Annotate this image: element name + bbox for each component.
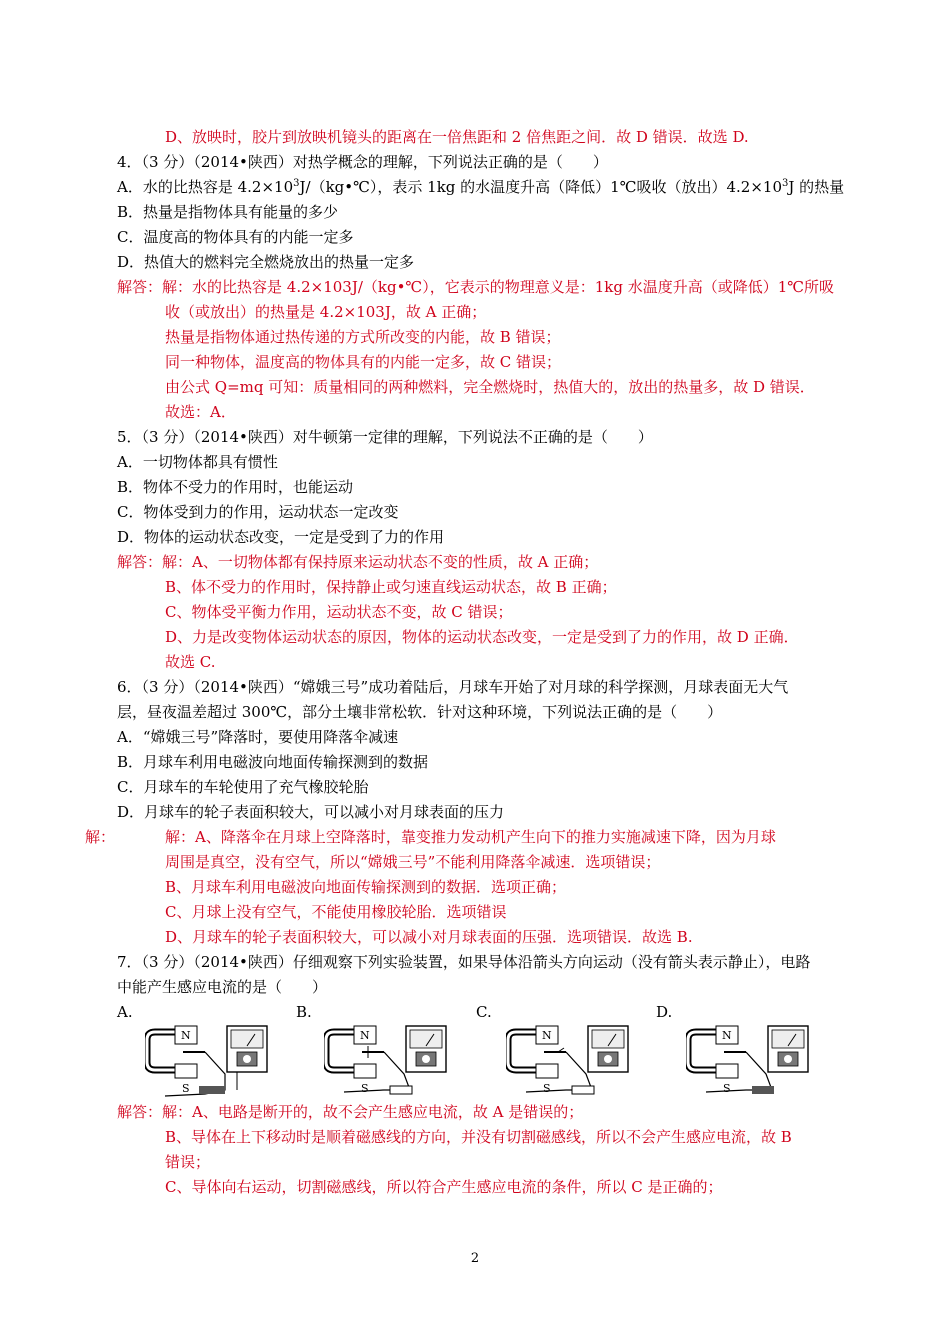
q4-option-c: C．温度高的物体具有的内能一定多 (117, 228, 354, 246)
q5-option-b: B．物体不受力的作用时，也能运动 (117, 478, 354, 496)
q5-answer-line: 解答：解：A、一切物体都有保持原来运动状态不变的性质，故 A 正确； (117, 553, 599, 571)
q4-answer-line: 热量是指物体通过热传递的方式所改变的内能，故 B 错误； (165, 328, 561, 346)
q4-answer-line: 收（或放出）的热量是 4.2×103J，故 A 正确； (165, 303, 487, 321)
north-pole-label: N (181, 1029, 191, 1042)
q4-answer-line: 故选：A． (165, 403, 236, 421)
q4-answer-line: 由公式 Q=mq 可知：质量相同的两种燃料，完全燃烧时，热值大的，放出的热量多，故 D 错误． (165, 378, 815, 396)
q6-stem: 层，昼夜温差超过 300℃，部分土壤非常松软．针对这种环境，下列说法正确的是（ ） (117, 703, 723, 721)
q7-option-a-label: A. (117, 1003, 133, 1021)
q6-answer-line: 解：A、降落伞在月球上空降落时，靠变推力发动机产生向下的推力实施减速下降，因为月球 (165, 828, 776, 846)
q5-answer-line: D、力是改变物体运动状态的原因，物体的运动状态改变，一定是受到了力的作用，故 D 正确． (165, 628, 799, 646)
q4-answer-line: 解答：解：水的比热容是 4.2×103J/（kg•℃），它表示的物理意义是：1kg 水温度升高（或降低）1℃所吸 (117, 278, 835, 296)
q6-option-a: A．“嫦娥三号”降落时，要使用降落伞减速 (117, 728, 399, 746)
q7-answer-line: B、导体在上下移动时是顺着磁感线的方向，并没有切割磁感线，所以不会产生感应电流，故 B (165, 1128, 792, 1146)
q7-stem: 7．（3 分）（2014•陕西）仔细观察下列实验装置，如果导体沿箭头方向运动（没有箭头表示静止），电路 (117, 953, 811, 971)
q7-figure-b (324, 1024, 452, 1102)
q7-answer-line: 错误； (165, 1153, 211, 1171)
q7-option-b-label: B. (296, 1003, 312, 1021)
q6-answer-line: C、月球上没有空气，不能使用橡胶轮胎．选项错误 (165, 903, 507, 921)
q5-stem: 5．（3 分）（2014•陕西）对牛顿第一定律的理解，下列说法不正确的是（ ） (117, 428, 653, 446)
q3-answer-d: D、放映时，胶片到放映机镜头的距离在一倍焦距和 2 倍焦距之间．故 D 错误．故选 D. (165, 128, 749, 146)
q4-option-b: B．热量是指物体具有能量的多少 (117, 203, 339, 221)
q7-answer-line: 解答：解：A、电路是断开的，故不会产生感应电流，故 A 是错误的； (117, 1103, 584, 1121)
q4-option-a: A．水的比热容是 $4.2\times 10^3J/(kg•℃)$，表示 1kg 的水温度升高（降低）1℃吸收（放出）$4.2\times 10^3J$ 的热量 (117, 178, 845, 196)
south-pole-label: S (182, 1082, 190, 1095)
q7-option-d-label: D. (656, 1003, 673, 1021)
q7-figure-a (145, 1024, 273, 1102)
q7-figure-d (686, 1024, 814, 1102)
q5-answer-line: 故选 C. (165, 653, 216, 671)
q5-option-c: C．物体受到力的作用，运动状态一定改变 (117, 503, 399, 521)
q6-answer-line: B、月球车利用电磁波向地面传输探测到的数据．选项正确； (165, 878, 567, 896)
q5-option-d: D．物体的运动状态改变，一定是受到了力的作用 (117, 528, 445, 546)
q4-stem: 4．（3 分）（2014•陕西）对热学概念的理解，下列说法正确的是（ ） (117, 153, 608, 171)
q6-answer-label: 解： (85, 828, 116, 846)
q7-option-c-label: C. (476, 1003, 492, 1021)
q4-option-d: D．热值大的燃料完全燃烧放出的热量一定多 (117, 253, 415, 271)
page-number: 2 (470, 1251, 480, 1266)
q6-stem: 6．（3 分）（2014•陕西）“嫦娥三号”成功着陆后，月球车开始了对月球的科学探测，月球表面无大气 (117, 678, 789, 696)
q6-answer-line: D、月球车的轮子表面积较大，可以减小对月球表面的压强．选项错误．故选 B. (165, 928, 693, 946)
q5-option-a: A．一切物体都具有惯性 (117, 453, 278, 471)
q6-answer-line: 周围是真空，没有空气，所以“嫦娥三号”不能利用降落伞减速．选项错误； (165, 853, 661, 871)
q5-answer-line: C、物体受平衡力作用，运动状态不变，故 C 错误； (165, 603, 513, 621)
north-pole-label: N (360, 1029, 370, 1042)
north-pole-label: N (542, 1029, 552, 1042)
south-pole-label: S (361, 1082, 369, 1095)
north-pole-label: N (722, 1029, 732, 1042)
south-pole-label: S (723, 1082, 731, 1095)
q7-stem: 中能产生感应电流的是（ ） (117, 978, 328, 996)
q7-answer-line: C、导体向右运动，切割磁感线，所以符合产生感应电流的条件，所以 C 是正确的； (165, 1178, 723, 1196)
q4-answer-line: 同一种物体，温度高的物体具有的内能一定多，故 C 错误； (165, 353, 562, 371)
south-pole-label: S (543, 1082, 551, 1095)
q6-option-b: B．月球车利用电磁波向地面传输探测到的数据 (117, 753, 429, 771)
q6-option-c: C．月球车的车轮使用了充气橡胶轮胎 (117, 778, 369, 796)
q6-option-d: D．月球车的轮子表面积较大，可以减小对月球表面的压力 (117, 803, 505, 821)
q7-figure-c (506, 1024, 634, 1102)
q5-answer-line: B、体不受力的作用时，保持静止或匀速直线运动状态，故 B 正确； (165, 578, 617, 596)
